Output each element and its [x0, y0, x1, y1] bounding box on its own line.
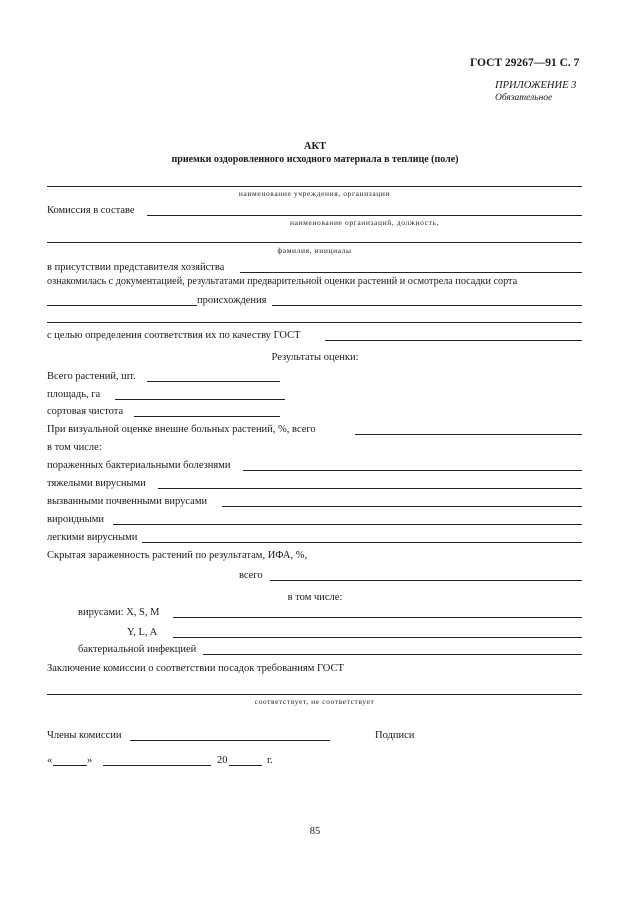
commission-label: Комиссия в составе [47, 205, 135, 216]
area-field[interactable] [115, 399, 285, 400]
members-label: Члены комиссии [47, 730, 122, 741]
visual-assessment-label: При визуальной оценке внешне больных растений, %, всего [47, 424, 316, 435]
viruses-yla-label: Y, L, A [127, 627, 158, 638]
owner-presence-label: в присутствии представителя хозяйства [47, 262, 225, 273]
origin-field[interactable] [272, 305, 582, 306]
including2-label: в том числе: [287, 592, 343, 603]
act-title: АКТ [303, 141, 327, 152]
month-field[interactable] [103, 765, 211, 766]
gost-number-field[interactable] [325, 340, 582, 341]
year-field[interactable] [229, 765, 262, 766]
viruses-xsm-field[interactable] [173, 617, 582, 618]
mandatory-label: Обязательное [495, 93, 553, 103]
acquainted-label: ознакомилась с документацией, результатами предварительной оценки растений и осмотрела посадки сорта [47, 276, 518, 287]
origin-label: происхождения [197, 295, 267, 306]
mild-viruses-label: легкими вирусными [47, 532, 138, 543]
viruses-yla-field[interactable] [173, 637, 582, 638]
conclusion-field[interactable] [47, 694, 582, 695]
members-field[interactable] [130, 740, 330, 741]
organizations-caption: наименование организаций, должность, [289, 218, 440, 227]
commission-field[interactable] [147, 215, 582, 216]
day-field[interactable] [53, 765, 87, 766]
viroid-field[interactable] [113, 524, 582, 525]
severe-viruses-label: тяжелыми вирусными [47, 478, 146, 489]
owner-field[interactable] [240, 272, 582, 273]
bacterial-infection-label: бактериальной инфекцией [78, 644, 197, 655]
commission-field-2[interactable] [47, 242, 582, 243]
latent-label: Скрытая зараженность растений по результатам, ИФА, %, [47, 550, 308, 561]
bacterial-infection-field[interactable] [203, 654, 582, 655]
viroid-label: вироидными [47, 514, 104, 525]
total-plants-label: Всего растений, шт. [47, 371, 136, 382]
names-caption: фамилия, инициалы [277, 246, 352, 255]
viruses-xsm-label: вирусами: X, S, M [78, 607, 160, 618]
including-label: в том числе: [47, 442, 102, 453]
variety-field[interactable] [47, 305, 197, 306]
gost-page-header: ГОСТ 29267—91 С. 7 [470, 57, 580, 69]
act-subtitle: приемки оздоровленного исходного материала в теплице (поле) [171, 154, 459, 165]
soil-viruses-label: вызванными почвенными вирусами [47, 496, 208, 507]
conformity-caption: соответствует, не соответствует [254, 697, 375, 706]
conclusion-label: Заключение комиссии о соответствии посадок требованиям ГОСТ [47, 663, 344, 674]
year-suffix: г. [267, 755, 273, 766]
date-open-quote: « [47, 755, 53, 766]
latent-total-label: всего [239, 570, 263, 581]
institution-field[interactable] [47, 186, 582, 187]
year-prefix: 20 [217, 755, 228, 766]
varietal-purity-label: сортовая чистота [47, 406, 124, 417]
results-heading: Результаты оценки: [271, 352, 359, 363]
visual-assessment-field[interactable] [355, 434, 582, 435]
mild-viruses-field[interactable] [142, 542, 582, 543]
bacterial-label: пораженных бактериальными болезнями [47, 460, 231, 471]
page-number: 85 [309, 826, 321, 837]
bacterial-field[interactable] [243, 470, 582, 471]
appendix-label: ПРИЛОЖЕНИЕ 3 [495, 80, 577, 91]
severe-viruses-field[interactable] [158, 488, 582, 489]
date-close-quote: » [87, 755, 93, 766]
purpose-label: с целью определения соответствия их по качеству ГОСТ [47, 330, 301, 341]
total-plants-field[interactable] [147, 381, 280, 382]
institution-caption: наименование учреждения, организации [238, 189, 391, 198]
area-label: площадь, га [47, 389, 101, 400]
varietal-purity-field[interactable] [134, 416, 280, 417]
blank-line[interactable] [47, 322, 582, 323]
latent-total-field[interactable] [270, 580, 582, 581]
signatures-label: Подписи [375, 730, 415, 741]
soil-viruses-field[interactable] [222, 506, 582, 507]
